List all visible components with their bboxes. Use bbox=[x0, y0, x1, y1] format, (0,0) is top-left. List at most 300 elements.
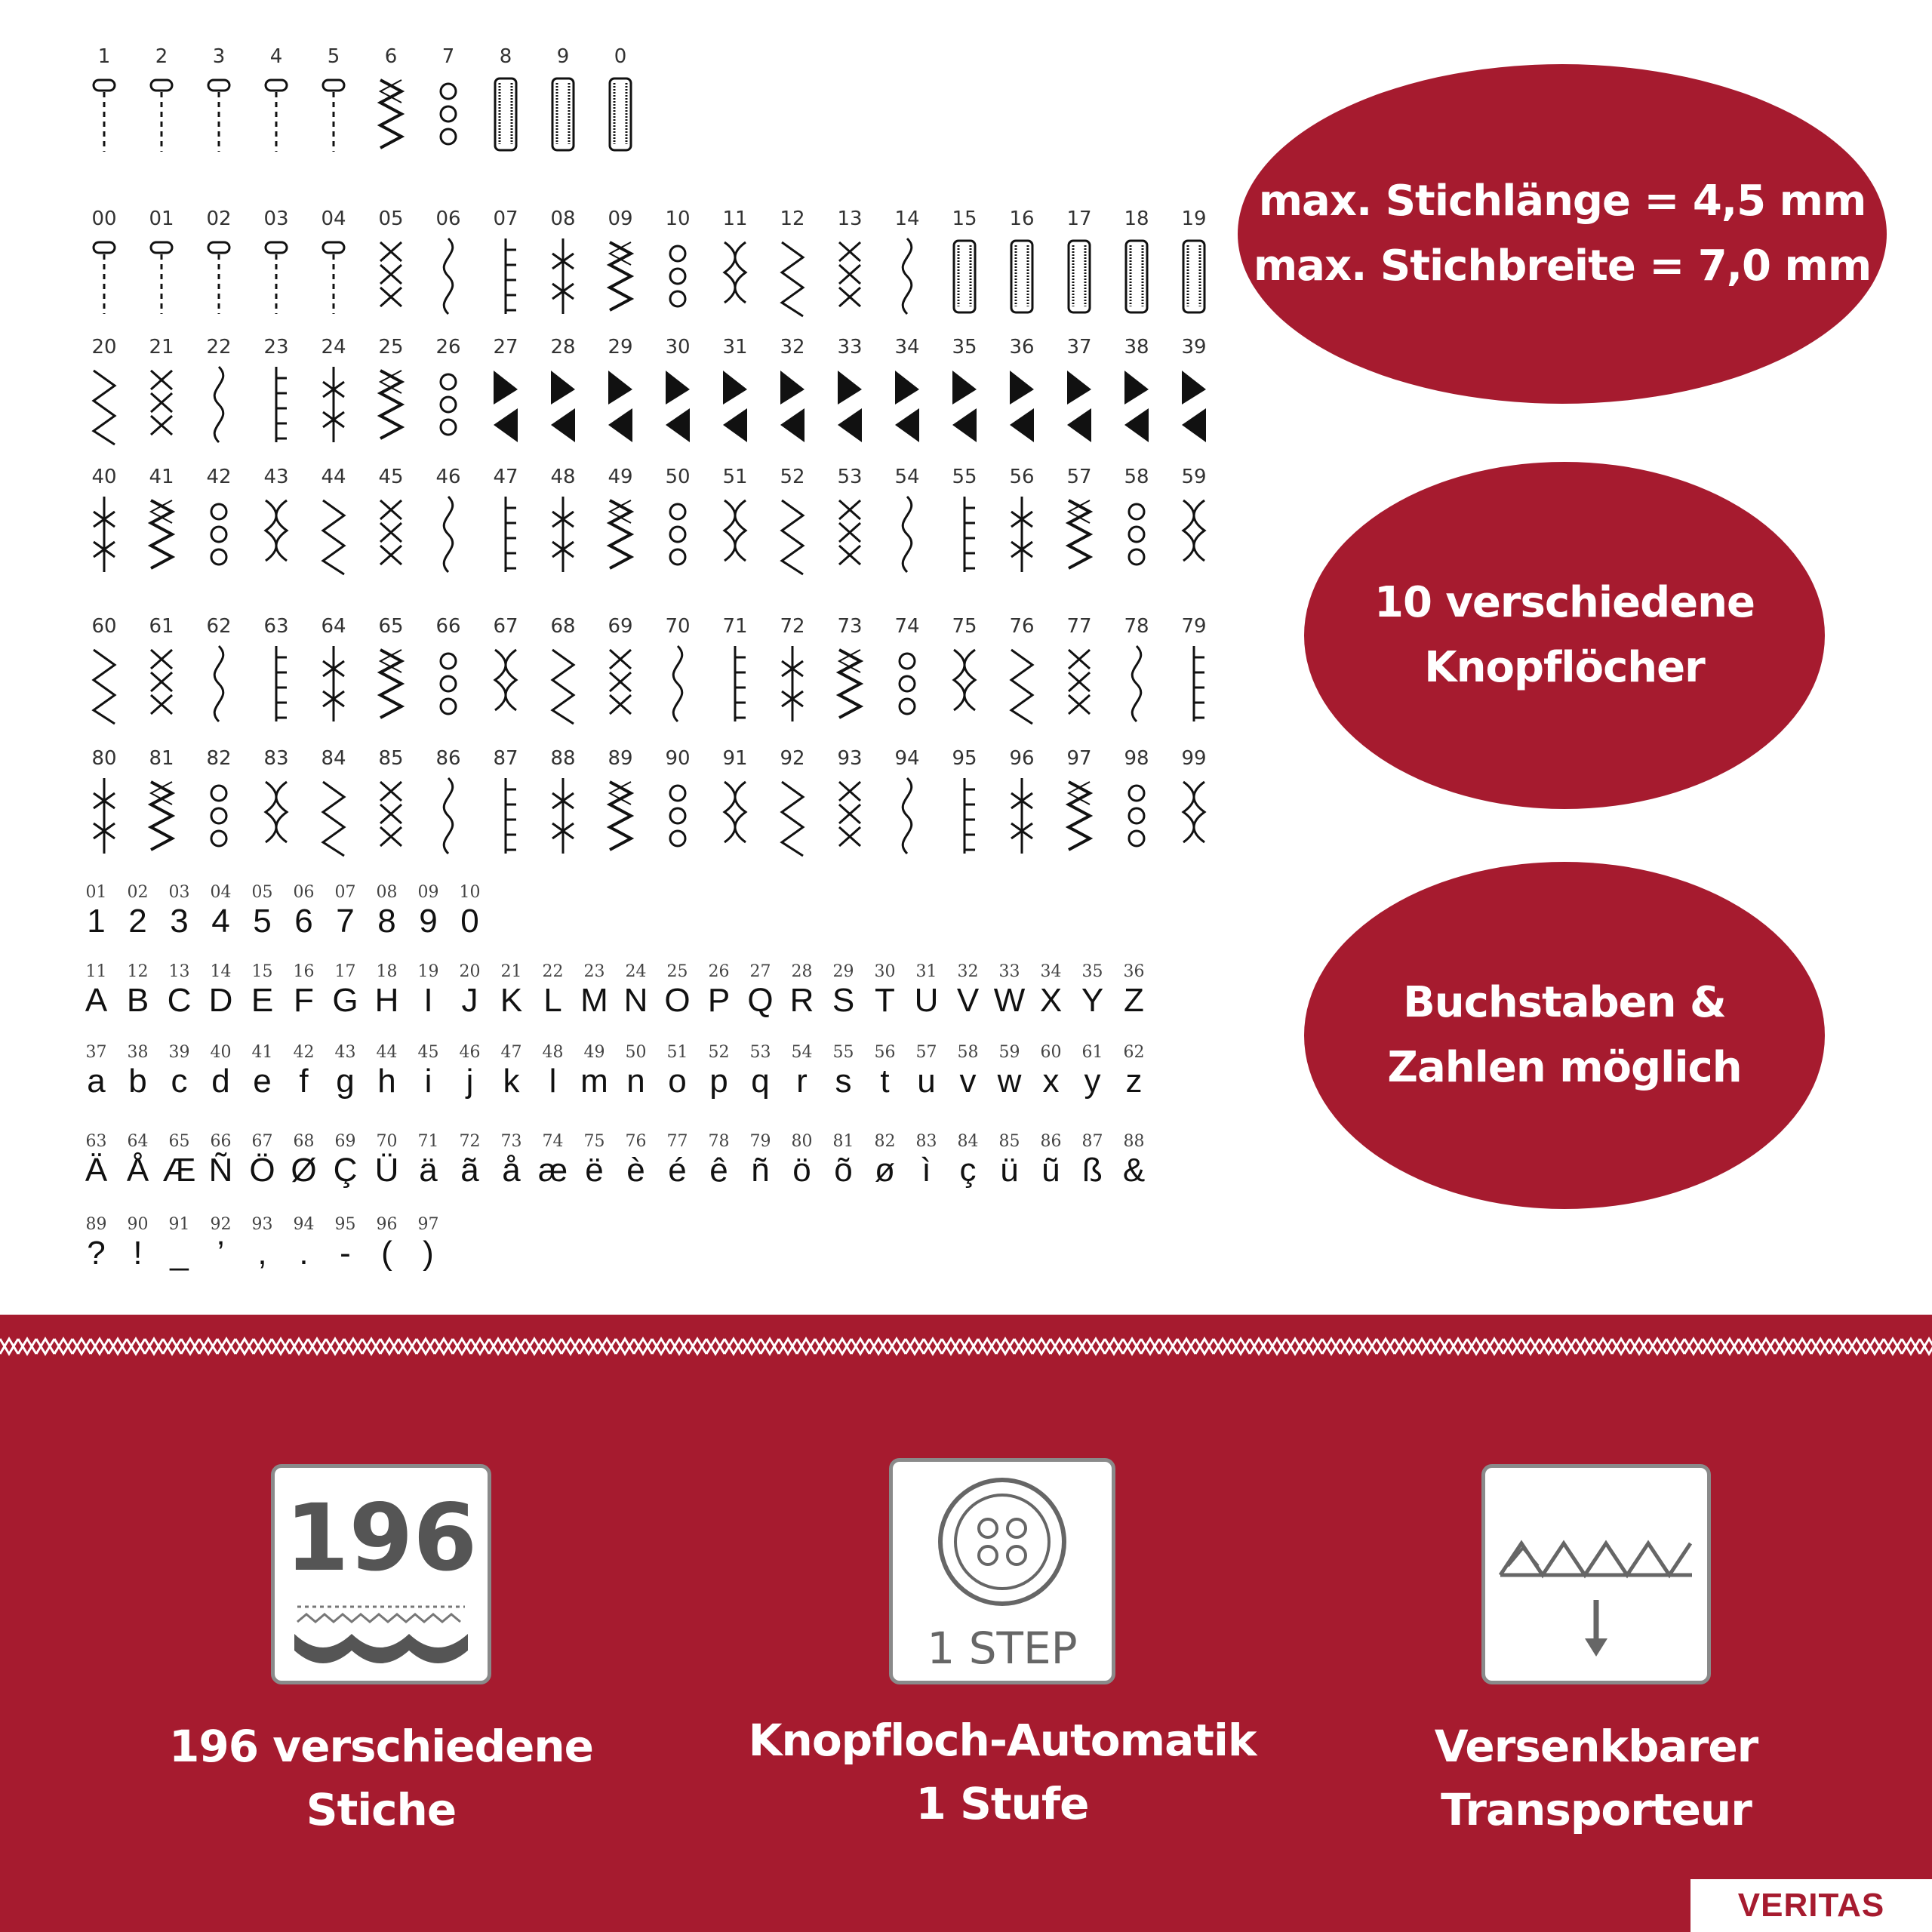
stitch-pattern-icon bbox=[1118, 363, 1155, 446]
stitch-cell bbox=[75, 747, 133, 857]
stitch-cell bbox=[75, 466, 133, 576]
stitch-pattern-icon bbox=[373, 72, 409, 155]
stitch-cell bbox=[936, 466, 993, 576]
character-row bbox=[75, 1215, 1208, 1298]
character-number: 32 bbox=[957, 962, 979, 981]
character-number: 27 bbox=[749, 962, 771, 981]
stitch-number: 19 bbox=[1181, 208, 1207, 230]
stitch-cell bbox=[477, 615, 534, 725]
stitch-cell bbox=[248, 45, 305, 155]
stitch-number: 69 bbox=[608, 615, 633, 638]
stitch-pattern-icon bbox=[717, 493, 753, 576]
stitch-pattern-icon bbox=[143, 72, 180, 155]
stitch-number: 44 bbox=[321, 466, 346, 488]
spec-max-width: max. Stichbreite = 7,0 mm bbox=[1253, 242, 1872, 291]
stitch-cell bbox=[75, 45, 133, 155]
stitch-cell bbox=[993, 466, 1051, 576]
character-cell bbox=[158, 1215, 200, 1272]
stitch-number: 78 bbox=[1124, 615, 1149, 638]
stitch-pattern-icon bbox=[889, 493, 925, 576]
character-number: 79 bbox=[749, 1132, 771, 1151]
character-number: 87 bbox=[1081, 1132, 1103, 1151]
stitch-cell bbox=[477, 336, 534, 446]
stitch-pattern-icon bbox=[488, 774, 524, 857]
stitch-number: 06 bbox=[435, 208, 461, 230]
stitch-cell bbox=[936, 615, 993, 725]
character-cell bbox=[75, 1215, 117, 1272]
character-cell bbox=[366, 1215, 408, 1272]
stitch-number: 91 bbox=[722, 747, 748, 770]
stitch-pattern-icon bbox=[889, 642, 925, 725]
feature-feed-dogs bbox=[1332, 1464, 1860, 1841]
stitch-cell bbox=[706, 208, 764, 318]
character-number: 45 bbox=[417, 1043, 439, 1062]
stitch-cell bbox=[592, 615, 649, 725]
stitch-pattern-icon bbox=[1004, 774, 1040, 857]
character-cell bbox=[117, 962, 158, 1020]
character-number: 23 bbox=[583, 962, 605, 981]
feature-stitches-caption: 196 verschiedene Stiche bbox=[169, 1721, 593, 1835]
character-number: 76 bbox=[625, 1132, 647, 1151]
character-glyph: æ bbox=[537, 1152, 568, 1189]
stitch-number: 31 bbox=[722, 336, 748, 358]
stitch-pattern-icon bbox=[545, 72, 581, 155]
stitch-cell bbox=[305, 747, 362, 857]
stitch-number: 0 bbox=[614, 45, 627, 68]
character-glyph: m bbox=[580, 1063, 608, 1100]
character-number: 75 bbox=[583, 1132, 605, 1151]
stitch-number: 11 bbox=[722, 208, 748, 230]
stitch-pattern-icon bbox=[488, 72, 524, 155]
stitch-cell bbox=[878, 615, 936, 725]
stitch-number: 18 bbox=[1124, 208, 1149, 230]
stitch-pattern-icon bbox=[1176, 235, 1212, 318]
stitch-pattern-icon bbox=[832, 774, 868, 857]
stitch-cell bbox=[1051, 336, 1108, 446]
character-cell bbox=[408, 1043, 449, 1100]
stitch-pattern-icon bbox=[1118, 642, 1155, 725]
stitch-cell bbox=[764, 336, 821, 446]
stitch-cell bbox=[821, 336, 878, 446]
character-glyph: b bbox=[128, 1063, 147, 1100]
stitch-cell bbox=[362, 466, 420, 576]
stitch-pattern-icon bbox=[717, 363, 753, 446]
stitch-pattern-icon bbox=[373, 363, 409, 446]
stitch-cell bbox=[362, 747, 420, 857]
alphabet-chart bbox=[75, 883, 1223, 1291]
character-cell bbox=[781, 962, 823, 1020]
stitch-cell bbox=[1165, 466, 1223, 576]
character-glyph: a bbox=[87, 1063, 106, 1100]
stitch-pattern-icon bbox=[86, 72, 122, 155]
character-number: 77 bbox=[666, 1132, 688, 1151]
character-glyph: 6 bbox=[294, 903, 313, 940]
feature-stitches bbox=[117, 1464, 645, 1841]
character-glyph: ( bbox=[381, 1235, 392, 1272]
character-cell bbox=[158, 883, 200, 940]
stitch-number: 56 bbox=[1009, 466, 1035, 488]
stitch-cell bbox=[534, 466, 592, 576]
character-cell bbox=[283, 1215, 325, 1272]
stitch-number: 39 bbox=[1181, 336, 1207, 358]
stitch-number: 26 bbox=[435, 336, 461, 358]
stitch-pattern-icon bbox=[1004, 642, 1040, 725]
character-cell bbox=[242, 1043, 283, 1100]
stitch-cell bbox=[248, 336, 305, 446]
character-cell bbox=[947, 1132, 989, 1189]
character-number: 06 bbox=[293, 883, 315, 902]
stitch-cell bbox=[821, 208, 878, 318]
character-number: 67 bbox=[251, 1132, 273, 1151]
stitch-number: 6 bbox=[384, 45, 398, 68]
stitch-pattern-icon bbox=[1176, 642, 1212, 725]
stitch-cell bbox=[75, 615, 133, 725]
character-glyph: x bbox=[1042, 1063, 1060, 1100]
character-cell bbox=[781, 1043, 823, 1100]
character-cell bbox=[864, 1043, 906, 1100]
stitch-number: 49 bbox=[608, 466, 633, 488]
stitch-pattern-icon bbox=[430, 642, 466, 725]
character-glyph: ç bbox=[959, 1152, 977, 1189]
stitch-number: 2 bbox=[155, 45, 168, 68]
stitch-cell bbox=[362, 336, 420, 446]
character-glyph: V bbox=[956, 982, 980, 1019]
stitch-pattern-icon bbox=[143, 493, 180, 576]
character-cell bbox=[1030, 962, 1072, 1020]
stitch-cell bbox=[993, 747, 1051, 857]
stitch-number: 15 bbox=[952, 208, 977, 230]
stitch-cell bbox=[592, 747, 649, 857]
stitch-cell bbox=[936, 747, 993, 857]
stitch-number: 23 bbox=[263, 336, 289, 358]
letters-line-2: Zahlen möglich bbox=[1387, 1043, 1742, 1092]
stitch-pattern-icon bbox=[1118, 493, 1155, 576]
character-number: 48 bbox=[542, 1043, 564, 1062]
stitch-pattern-icon bbox=[430, 363, 466, 446]
character-cell bbox=[200, 1043, 242, 1100]
stitch-number: 68 bbox=[550, 615, 576, 638]
character-cell bbox=[366, 962, 408, 1020]
character-glyph: j bbox=[466, 1063, 474, 1100]
stitch-number: 58 bbox=[1124, 466, 1149, 488]
stitch-number: 3 bbox=[212, 45, 226, 68]
stitch-cell bbox=[305, 615, 362, 725]
buttonholes-line-2: Knopflöcher bbox=[1424, 643, 1705, 692]
stitch-pattern-icon bbox=[1004, 363, 1040, 446]
character-number: 41 bbox=[251, 1043, 273, 1062]
character-cell bbox=[117, 1215, 158, 1272]
stitch-cell bbox=[1051, 747, 1108, 857]
stitch-number: 9 bbox=[556, 45, 570, 68]
character-number: 56 bbox=[874, 1043, 896, 1062]
character-glyph: G bbox=[332, 982, 358, 1019]
character-cell bbox=[200, 962, 242, 1020]
character-glyph: 3 bbox=[170, 903, 189, 940]
stitch-number: 51 bbox=[722, 466, 748, 488]
character-cell bbox=[325, 1043, 366, 1100]
stitch-number: 10 bbox=[665, 208, 691, 230]
character-number: 96 bbox=[376, 1215, 398, 1234]
stitch-pattern-icon bbox=[201, 493, 237, 576]
stitch-pattern-icon bbox=[315, 774, 352, 857]
stitch-number: 94 bbox=[894, 747, 920, 770]
stitch-pattern-icon bbox=[373, 235, 409, 318]
stitch-cell bbox=[248, 747, 305, 857]
character-glyph: Ü bbox=[374, 1152, 399, 1189]
character-glyph: y bbox=[1084, 1063, 1101, 1100]
stitch-number: 37 bbox=[1066, 336, 1092, 358]
stitch-number: 59 bbox=[1181, 466, 1207, 488]
stitch-pattern-icon bbox=[660, 642, 696, 725]
character-glyph: P bbox=[707, 982, 731, 1019]
stitch-number: 83 bbox=[263, 747, 289, 770]
stitch-pattern-icon bbox=[143, 363, 180, 446]
stitch-number: 93 bbox=[837, 747, 863, 770]
stitch-number: 70 bbox=[665, 615, 691, 638]
stitch-cell bbox=[1165, 747, 1223, 857]
stitch-number: 96 bbox=[1009, 747, 1035, 770]
character-cell bbox=[449, 1132, 491, 1189]
character-glyph: R bbox=[789, 982, 814, 1019]
character-number: 81 bbox=[832, 1132, 854, 1151]
character-cell bbox=[740, 1043, 781, 1100]
stitch-pattern-icon bbox=[832, 493, 868, 576]
stitch-number: 04 bbox=[321, 208, 346, 230]
character-cell bbox=[906, 1043, 947, 1100]
stitch-number: 86 bbox=[435, 747, 461, 770]
stitch-pattern-icon bbox=[488, 493, 524, 576]
stitch-cell bbox=[190, 208, 248, 318]
character-glyph: 0 bbox=[460, 903, 479, 940]
stitch-number: 65 bbox=[378, 615, 404, 638]
stitch-pattern-icon bbox=[889, 363, 925, 446]
stitch-pattern-icon bbox=[430, 235, 466, 318]
character-number: 58 bbox=[957, 1043, 979, 1062]
character-cell bbox=[532, 1043, 574, 1100]
feature-feed-caption-2: Transporteur bbox=[1441, 1784, 1752, 1835]
stitch-cell bbox=[1051, 466, 1108, 576]
stitch-cell bbox=[75, 208, 133, 318]
character-cell bbox=[532, 962, 574, 1020]
character-glyph: o bbox=[668, 1063, 687, 1100]
stitch-pattern-icon bbox=[258, 363, 294, 446]
stitch-cell bbox=[1051, 208, 1108, 318]
character-glyph: Y bbox=[1081, 982, 1104, 1019]
character-cell bbox=[823, 962, 864, 1020]
stitch-pattern-icon bbox=[201, 774, 237, 857]
stitch-number: 64 bbox=[321, 615, 346, 638]
character-number: 49 bbox=[583, 1043, 605, 1062]
stitch-pattern-icon bbox=[717, 235, 753, 318]
stitch-pattern-icon bbox=[774, 363, 811, 446]
stitch-number: 40 bbox=[91, 466, 117, 488]
stitch-pattern-icon bbox=[258, 774, 294, 857]
character-number: 55 bbox=[832, 1043, 854, 1062]
character-number: 66 bbox=[210, 1132, 232, 1151]
character-glyph: N bbox=[623, 982, 648, 1019]
character-number: 68 bbox=[293, 1132, 315, 1151]
character-number: 10 bbox=[459, 883, 481, 902]
stitch-count-icon bbox=[271, 1464, 491, 1684]
character-number: 61 bbox=[1081, 1043, 1103, 1062]
character-number: 24 bbox=[625, 962, 647, 981]
character-glyph: E bbox=[251, 982, 274, 1019]
character-cell bbox=[574, 1043, 615, 1100]
stitch-pattern-icon bbox=[602, 774, 638, 857]
stitch-number: 41 bbox=[149, 466, 174, 488]
character-number: 97 bbox=[417, 1215, 439, 1234]
character-cell bbox=[408, 883, 449, 940]
stitch-pattern-icon bbox=[315, 235, 352, 318]
character-cell bbox=[408, 962, 449, 1020]
stitch-pattern-icon bbox=[1061, 774, 1097, 857]
character-glyph: ë bbox=[585, 1152, 604, 1189]
stitch-cell bbox=[878, 466, 936, 576]
stitch-pattern-icon bbox=[86, 493, 122, 576]
stitch-pattern-icon bbox=[832, 363, 868, 446]
character-glyph: S bbox=[832, 982, 855, 1019]
stitch-pattern-icon bbox=[602, 235, 638, 318]
character-number: 95 bbox=[334, 1215, 356, 1234]
stitch-number: 29 bbox=[608, 336, 633, 358]
stitch-number: 63 bbox=[263, 615, 289, 638]
stitch-number: 76 bbox=[1009, 615, 1035, 638]
stitch-pattern-icon bbox=[545, 363, 581, 446]
stitch-pattern-icon bbox=[717, 642, 753, 725]
character-cell bbox=[615, 1043, 657, 1100]
character-glyph: _ bbox=[170, 1235, 189, 1272]
character-glyph: - bbox=[340, 1235, 351, 1272]
character-number: 19 bbox=[417, 962, 439, 981]
stitch-cell bbox=[420, 747, 477, 857]
character-cell bbox=[449, 883, 491, 940]
character-number: 34 bbox=[1040, 962, 1062, 981]
character-cell bbox=[740, 1132, 781, 1189]
stitch-number: 99 bbox=[1181, 747, 1207, 770]
stitch-cell bbox=[878, 336, 936, 446]
stitch-cell bbox=[706, 615, 764, 725]
cross-stitch-border bbox=[0, 1333, 1932, 1363]
character-cell bbox=[864, 1132, 906, 1189]
stitch-pattern-icon bbox=[258, 72, 294, 155]
stitch-pattern-icon bbox=[143, 774, 180, 857]
stitch-number: 60 bbox=[91, 615, 117, 638]
stitch-number: 00 bbox=[91, 208, 117, 230]
stitch-cell bbox=[1165, 615, 1223, 725]
character-number: 12 bbox=[127, 962, 149, 981]
stitch-cell bbox=[190, 615, 248, 725]
character-number: 17 bbox=[334, 962, 356, 981]
stitch-cell bbox=[420, 615, 477, 725]
stitch-cell bbox=[706, 466, 764, 576]
one-step-label: 1 STEP bbox=[927, 1623, 1078, 1674]
spec-max-length: max. Stichlänge = 4,5 mm bbox=[1258, 177, 1866, 226]
stitch-pattern-icon bbox=[258, 493, 294, 576]
stitch-cell bbox=[1165, 208, 1223, 318]
stitch-number: 32 bbox=[780, 336, 805, 358]
character-glyph: Ø bbox=[291, 1152, 317, 1189]
character-cell bbox=[1113, 1132, 1155, 1189]
stitch-pattern-icon bbox=[889, 774, 925, 857]
stitch-pattern-icon bbox=[1118, 235, 1155, 318]
character-cell bbox=[906, 962, 947, 1020]
character-number: 43 bbox=[334, 1043, 356, 1062]
stitch-pattern-icon bbox=[315, 493, 352, 576]
stitch-pattern-icon bbox=[545, 235, 581, 318]
character-glyph: ê bbox=[709, 1152, 728, 1189]
stitch-cell bbox=[534, 747, 592, 857]
stitch-pattern-icon bbox=[774, 235, 811, 318]
stitch-cell bbox=[936, 336, 993, 446]
character-cell bbox=[864, 962, 906, 1020]
stitch-pattern-icon bbox=[1061, 493, 1097, 576]
character-number: 50 bbox=[625, 1043, 647, 1062]
character-number: 88 bbox=[1123, 1132, 1145, 1151]
character-row bbox=[75, 1132, 1208, 1215]
stitch-pattern-icon bbox=[488, 642, 524, 725]
character-number: 62 bbox=[1123, 1043, 1145, 1062]
character-glyph: 8 bbox=[377, 903, 396, 940]
stitch-cell bbox=[649, 615, 706, 725]
stitch-pattern-icon bbox=[1176, 774, 1212, 857]
character-cell bbox=[1072, 1132, 1113, 1189]
character-cell bbox=[366, 883, 408, 940]
stitch-row bbox=[75, 615, 1223, 728]
stitch-pattern-icon bbox=[602, 72, 638, 155]
stitch-cell bbox=[420, 466, 477, 576]
character-glyph: I bbox=[423, 982, 433, 1019]
character-glyph: F bbox=[294, 982, 314, 1019]
character-number: 22 bbox=[542, 962, 564, 981]
character-glyph: ’ bbox=[217, 1235, 225, 1272]
character-number: 60 bbox=[1040, 1043, 1062, 1062]
character-number: 46 bbox=[459, 1043, 481, 1062]
stitch-pattern-icon bbox=[315, 642, 352, 725]
character-cell bbox=[574, 962, 615, 1020]
character-number: 90 bbox=[127, 1215, 149, 1234]
stitch-cell bbox=[534, 336, 592, 446]
buttonholes-line-1: 10 verschiedene bbox=[1374, 578, 1755, 627]
stitch-pattern-icon bbox=[430, 774, 466, 857]
stitch-cell bbox=[993, 208, 1051, 318]
character-cell bbox=[1113, 1043, 1155, 1100]
stitch-row bbox=[75, 466, 1223, 579]
stitch-number: 72 bbox=[780, 615, 805, 638]
character-number: 36 bbox=[1123, 962, 1145, 981]
stitch-cell bbox=[1165, 336, 1223, 446]
stitch-number: 75 bbox=[952, 615, 977, 638]
stitch-number: 61 bbox=[149, 615, 174, 638]
character-number: 91 bbox=[168, 1215, 190, 1234]
stitch-number: 43 bbox=[263, 466, 289, 488]
character-number: 59 bbox=[998, 1043, 1020, 1062]
character-glyph: w bbox=[997, 1063, 1022, 1100]
stitch-number: 01 bbox=[149, 208, 174, 230]
stitch-number: 38 bbox=[1124, 336, 1149, 358]
character-glyph: õ bbox=[834, 1152, 853, 1189]
stitch-pattern-icon bbox=[602, 493, 638, 576]
stitch-row bbox=[75, 45, 1223, 158]
character-number: 93 bbox=[251, 1215, 273, 1234]
stitch-cell bbox=[592, 45, 649, 155]
stitch-pattern-icon bbox=[86, 774, 122, 857]
character-number: 13 bbox=[168, 962, 190, 981]
character-glyph: v bbox=[959, 1063, 977, 1100]
stitch-number: 52 bbox=[780, 466, 805, 488]
character-cell bbox=[158, 1132, 200, 1189]
character-glyph: z bbox=[1125, 1063, 1143, 1100]
character-glyph: T bbox=[875, 982, 895, 1019]
